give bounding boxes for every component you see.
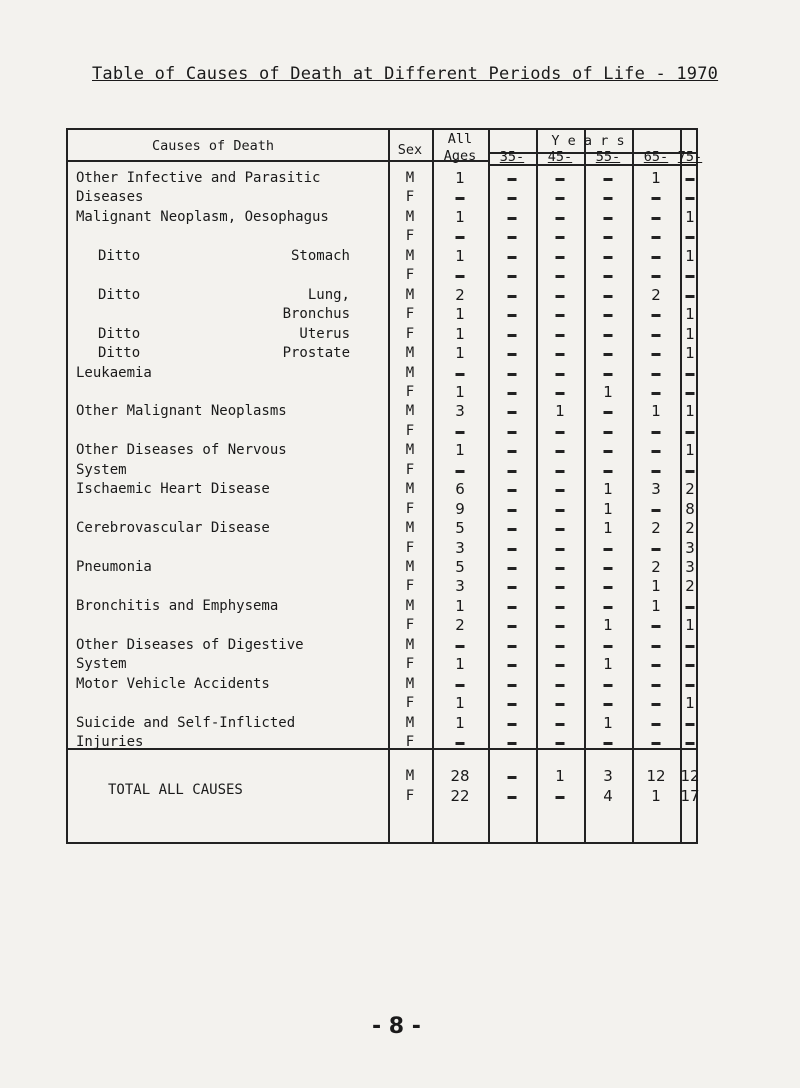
cause-detail: Uterus [299,325,350,342]
table-cell-dash [604,703,613,706]
table-cell-dash [456,742,465,745]
column-divider [584,130,586,842]
table-cell-dash [508,450,517,453]
table-cell-dash [604,450,613,453]
cause-label: Cerebrovascular Disease [76,520,270,537]
table-cell-dash [508,586,517,589]
table-cell-dash [604,606,613,609]
sex-label: M [405,768,415,784]
column-divider [432,130,434,842]
table-cell-dash [652,275,661,278]
table-cell: 1 [685,694,695,713]
table-cell-dash [508,645,517,648]
table-cell: 3 [651,480,661,499]
table-cell: 1 [603,499,613,518]
table-cell-dash [556,392,565,395]
table-cell-dash [508,606,517,609]
table-cell-dash [508,684,517,687]
table-cell-dash [652,625,661,628]
cause-label: Other Diseases of Digestive [76,636,304,653]
sex-label: M [405,442,415,459]
table-cell: 28 [450,767,470,785]
sex-label: F [405,306,415,323]
table-cell: 1 [455,344,465,363]
table-cell-dash [508,275,517,278]
page-title: Table of Causes of Death at Different Periods of Life - 1970 [92,64,719,84]
table-cell: 3 [685,558,695,576]
table-cell-dash [508,334,517,337]
table-cell: 2 [455,285,465,304]
sex-label: F [405,578,415,595]
cause-label: Ditto [98,286,141,303]
table-cell-dash [556,197,565,200]
table-cell-dash [508,548,517,551]
table-cell: 8 [685,499,695,518]
cause-label: Motor Vehicle Accidents [76,675,270,692]
sex-label: M [405,403,415,420]
table-cell-dash [604,217,613,220]
table-cell-dash [652,334,661,337]
table-cell: 9 [455,499,465,518]
table-cell-dash [556,431,565,434]
table-cell-dash [508,567,517,570]
table-cell-dash [508,392,517,395]
table-cell-dash [556,548,565,551]
table-cell: 1 [651,577,661,596]
table-cell: 1 [685,324,695,343]
cause-label: Diseases [76,189,144,206]
cause-label: Other Diseases of Nervous [76,442,287,459]
table-cell-dash [604,548,613,551]
table-cell-dash [686,431,695,434]
table-cell-dash [604,334,613,337]
table-cell: 1 [651,596,661,615]
table-cell: 1 [603,519,613,538]
cause-detail: Prostate [282,345,350,362]
table-cell-dash [686,742,695,745]
cause-label: Injuries [76,734,144,751]
table-cell-dash [652,314,661,317]
table-cell: 3 [685,538,695,557]
page-number: - 8 - [372,1014,421,1039]
table-cell: 2 [455,616,465,635]
table-cell: 3 [455,577,465,596]
sex-label: M [405,481,415,498]
sex-label: F [405,383,415,400]
table-cell-dash [604,256,613,259]
table-cell-dash [556,684,565,687]
table-cell: 1 [455,596,465,615]
sex-label: M [405,675,415,692]
cause-label: System [76,461,127,478]
table-cell-dash [556,528,565,531]
header-all-ages: Ages [443,148,477,164]
table-cell-dash [604,567,613,570]
header-age-band: 75- [677,149,703,165]
table-cell-dash [604,353,613,356]
table-cell: 1 [685,344,695,363]
table-cell: 1 [651,169,661,187]
sex-label: M [405,208,415,225]
table-cell: 1 [651,787,661,805]
table-cell: 1 [651,402,661,421]
table-cell: 1 [455,246,465,265]
table-cell-dash [652,392,661,395]
table-cell-dash [604,373,613,376]
table-cell-dash [508,256,517,259]
table-cell-dash [556,723,565,726]
table-cell-dash [604,586,613,589]
table-cell-dash [686,470,695,473]
table-cell: 1 [685,402,695,421]
causes-of-death-table [66,128,703,844]
cause-label: Bronchitis and Emphysema [76,597,279,614]
table-cell-dash [556,178,565,181]
table-cell-dash [456,197,465,200]
table-cell-dash [456,431,465,434]
table-cell-dash [508,373,517,376]
table-cell-dash [604,684,613,687]
table-cell: 2 [685,577,695,596]
table-cell: 1 [455,713,465,732]
table-cell: 5 [455,558,465,576]
table-cell: 12 [646,767,666,785]
sex-label: F [405,500,415,517]
cause-label: Pneumonia [76,559,152,575]
table-cell: 1 [685,441,695,460]
table-cell: 1 [685,207,695,226]
cause-label: Other Infective and Parasitic [76,170,321,186]
table-cell-dash [686,373,695,376]
sex-label: M [405,345,415,362]
table-cell-dash [456,684,465,687]
table-cell-dash [508,723,517,726]
sex-label: M [405,364,415,381]
table-cell-dash [456,373,465,376]
table-cell-dash [508,197,517,200]
table-cell-dash [508,314,517,317]
table-cell-dash [652,450,661,453]
table-cell-dash [686,606,695,609]
table-cell-dash [604,295,613,298]
table-cell: 22 [450,787,470,805]
sex-label: F [405,539,415,556]
table-cell: 2 [651,285,661,304]
table-cell-dash [508,776,517,779]
table-cell-dash [652,509,661,512]
total-divider [68,748,698,750]
table-cell: 1 [455,324,465,343]
header-sex: Sex [397,142,423,158]
cause-detail: Lung, [307,286,350,303]
table-cell: 2 [651,519,661,538]
header-years: Y e a r s [551,133,625,149]
table-cell: 1 [455,382,465,401]
cause-label: Malignant Neoplasm, Oesophagus [76,208,329,225]
table-cell-dash [508,295,517,298]
table-cell-dash [686,197,695,200]
header-all-ages: All [447,131,473,147]
header-divider [68,160,388,162]
sex-label: F [405,656,415,673]
table-cell: 3 [455,538,465,557]
table-cell-dash [652,373,661,376]
table-cell-dash [556,334,565,337]
table-cell-dash [508,509,517,512]
sex-label: F [405,422,415,439]
sex-label: M [405,247,415,264]
sex-label: M [405,636,415,653]
table-cell-dash [508,664,517,667]
table-cell: 2 [651,558,661,576]
header-age-band: 65- [643,149,669,165]
table-cell-dash [652,703,661,706]
header-age-band: 45- [547,149,573,165]
table-cell-dash [604,236,613,239]
table-cell-dash [556,217,565,220]
table-cell: 1 [603,616,613,635]
table-cell-dash [604,197,613,200]
table-cell-dash [686,684,695,687]
sex-label: F [405,734,415,751]
column-divider [388,130,390,842]
cause-label: Other Malignant Neoplasms [76,403,287,420]
table-cell-dash [556,509,565,512]
header-age-band: 55- [595,149,621,165]
table-cell-dash [556,275,565,278]
sex-label: M [405,597,415,614]
sex-label: M [405,170,415,186]
table-cell-dash [604,275,613,278]
sex-label: M [405,286,415,303]
table-cell-dash [604,431,613,434]
table-cell-dash [508,528,517,531]
table-cell-dash [652,197,661,200]
table-cell: 5 [455,519,465,538]
table-cell-dash [508,796,517,799]
table-cell: 1 [603,382,613,401]
table-cell-dash [604,411,613,414]
table-cell-dash [556,295,565,298]
sex-label: F [405,695,415,712]
table-cell-dash [508,353,517,356]
table-cell: 1 [685,616,695,635]
table-cell-dash [556,703,565,706]
table-cell-dash [686,664,695,667]
table-cell: 3 [603,767,613,785]
table-cell-dash [686,645,695,648]
table-cell: 12 [680,767,700,785]
cause-detail: Bronchus [282,306,350,323]
header-age-band: 35- [499,149,525,165]
column-divider [632,130,634,842]
sex-label: F [405,461,415,478]
table-cell-dash [686,236,695,239]
table-cell-dash [652,353,661,356]
table-cell-dash [604,742,613,745]
cause-label: Leukaemia [76,364,152,381]
cause-detail: Stomach [290,247,350,264]
table-cell-dash [556,742,565,745]
table-cell-dash [556,625,565,628]
table-cell-dash [652,470,661,473]
sex-label: F [405,189,415,206]
table-cell-dash [556,796,565,799]
table-cell: 17 [680,787,700,805]
table-cell: 2 [685,480,695,499]
total-label: TOTAL ALL CAUSES [108,782,243,798]
cause-label: Ditto [98,345,141,362]
sex-label: M [405,714,415,731]
table-cell-dash [456,470,465,473]
table-cell-dash [604,470,613,473]
sex-label: F [405,617,415,634]
table-cell-dash [556,373,565,376]
sex-label: M [405,559,415,575]
table-cell-dash [556,450,565,453]
table-cell: 1 [455,305,465,324]
table-cell-dash [652,548,661,551]
table-cell-dash [556,645,565,648]
table-cell-dash [652,217,661,220]
table-cell-dash [604,645,613,648]
table-cell-dash [508,489,517,492]
table-cell-dash [556,567,565,570]
table-cell-dash [508,411,517,414]
table-cell-dash [556,606,565,609]
table-cell-dash [686,392,695,395]
sex-label: F [405,267,415,284]
table-cell: 1 [685,246,695,265]
cause-label: Suicide and Self-Inflicted [76,714,296,731]
table-cell: 1 [455,169,465,187]
table-cell: 1 [603,480,613,499]
table-cell-dash [652,664,661,667]
table-cell-dash [556,353,565,356]
table-cell: 6 [455,480,465,499]
table-cell-dash [604,178,613,181]
sex-label: F [405,325,415,342]
sex-label: F [405,228,415,245]
table-cell-dash [556,586,565,589]
table-cell-dash [652,431,661,434]
table-cell-dash [556,489,565,492]
table-cell-dash [456,645,465,648]
table-cell: 1 [685,305,695,324]
table-cell-dash [686,723,695,726]
table-cell-dash [686,295,695,298]
table-cell: 1 [603,655,613,674]
table-cell-dash [456,236,465,239]
table-cell-dash [508,217,517,220]
table-cell-dash [652,684,661,687]
table-cell-dash [556,664,565,667]
column-divider [536,130,538,842]
table-cell-dash [456,275,465,278]
table-cell: 1 [555,767,565,785]
table-cell-dash [686,178,695,181]
table-cell-dash [556,256,565,259]
table-cell-dash [508,178,517,181]
cause-label: Ischaemic Heart Disease [76,481,270,498]
table-cell-dash [508,742,517,745]
table-cell-dash [652,723,661,726]
table-cell-dash [652,742,661,745]
table-cell-dash [508,470,517,473]
table-cell-dash [556,236,565,239]
header-causes: Causes of Death [152,138,274,154]
table-cell-dash [508,236,517,239]
table-cell: 4 [603,787,613,805]
table-cell-dash [652,236,661,239]
table-cell-dash [508,625,517,628]
cause-label: Ditto [98,247,141,264]
table-cell-dash [686,275,695,278]
table-cell: 1 [455,655,465,674]
table-cell-dash [508,703,517,706]
table-cell: 1 [555,402,565,421]
table-cell: 1 [603,713,613,732]
table-cell-dash [652,256,661,259]
sex-label: F [405,788,415,804]
table-cell: 2 [685,519,695,538]
table-cell: 1 [455,207,465,226]
sex-label: M [405,520,415,537]
cause-label: System [76,656,127,673]
table-cell: 1 [455,694,465,713]
column-divider [488,130,490,842]
table-cell-dash [556,314,565,317]
table-cell-dash [652,645,661,648]
column-divider [680,130,682,842]
table-cell-dash [604,314,613,317]
table-cell-dash [556,470,565,473]
cause-label: Ditto [98,325,141,342]
table-cell: 1 [455,441,465,460]
table-cell: 3 [455,402,465,421]
table-cell-dash [508,431,517,434]
